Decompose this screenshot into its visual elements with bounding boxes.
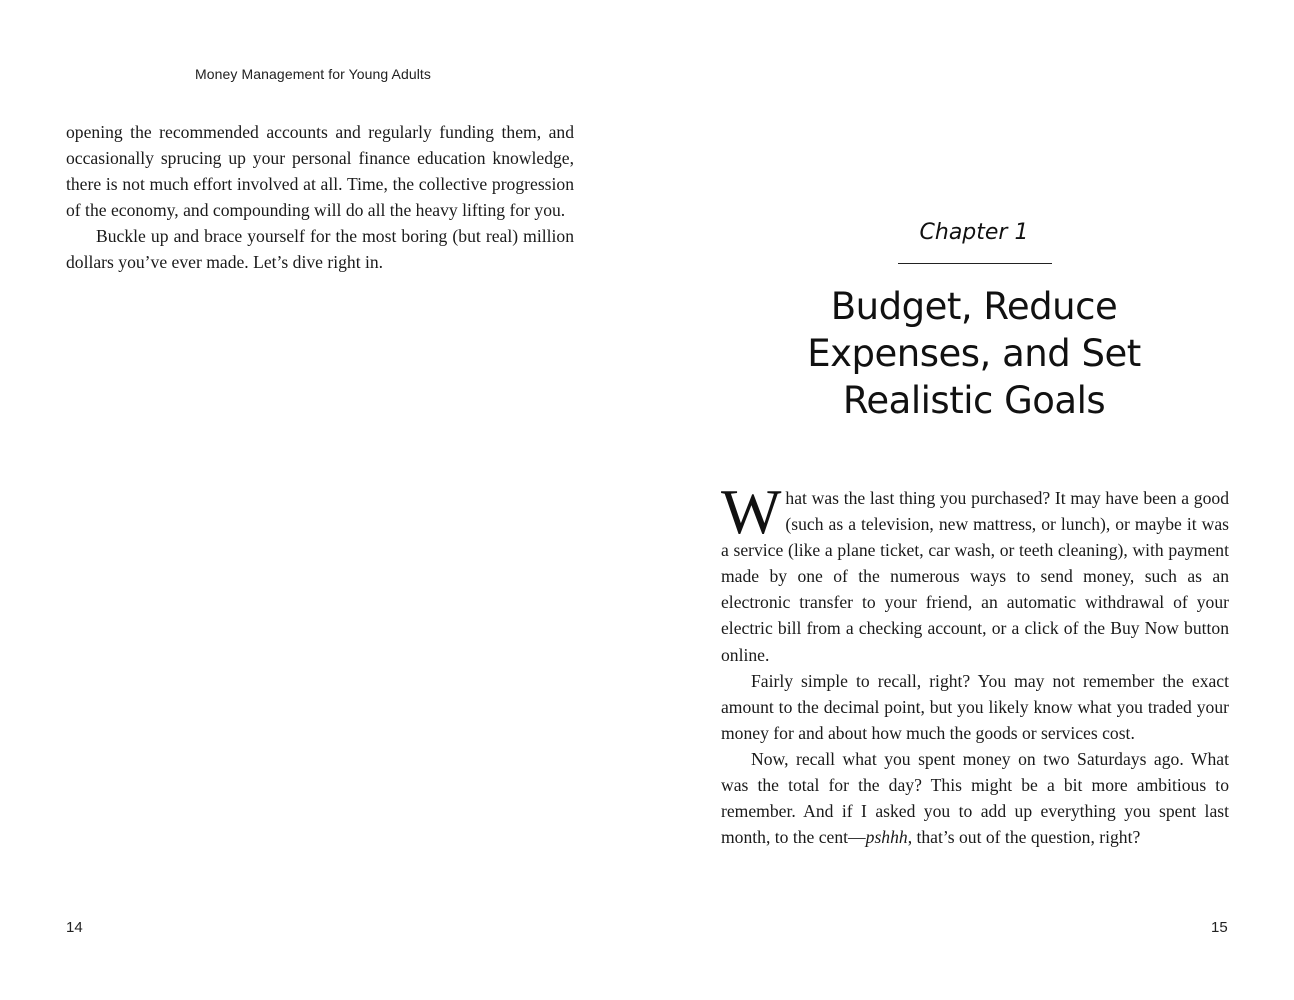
paragraph: opening the recommended accounts and regularly funding them, and occasionally sprucing up your personal finance education knowledge, there is not much effort involved at all. Time, the collective progression of the economy, and compounding will do all the heavy lifting for you. — [66, 122, 574, 221]
chapter-title — [647, 283, 1294, 424]
paragraph: Buckle up and brace yourself for the most boring (but real) million dollars you’ve ever made. Let’s dive right in. — [66, 226, 574, 273]
page-number: 15 — [1211, 919, 1228, 936]
chapter-title-line: Realistic Goals — [842, 379, 1106, 422]
page-number: 14 — [66, 919, 83, 936]
right-body-text — [721, 476, 1229, 850]
left-body-text — [66, 119, 574, 276]
opening-paragraph — [721, 476, 1229, 668]
chapter-title-line: Expenses, and Set — [807, 332, 1141, 375]
paragraph: Fairly simple to recall, right? You may not remember the exact amount to the decimal point, but you likely know what you traded your money for and about how much the goods or services cost. — [721, 670, 1229, 743]
paragraph-text: Now, recall what you spent money on two Saturdays ago. What was the total for the day? This might be a bit more ambitious to remember. And if I asked you to add up everything you spent last month, to the cent— — [721, 748, 1229, 848]
running-header: Money Management for Young Adults — [195, 66, 432, 82]
emphasis-text: pshhh — [865, 827, 908, 848]
paragraph — [721, 746, 1229, 850]
chapter-label: Chapter 1 — [919, 220, 1029, 245]
right-page — [647, 0, 1294, 1000]
paragraph-text: , that’s out of the question, right? — [907, 827, 1141, 848]
paragraph-text: hat was the last thing you purchased? It may have been a good (such as a television, new mattress, or lunch), or maybe it was a service (like a plane ticket, car wash, or teeth cleaning), with payment made by one of the numerous ways to send money, such as an electronic transfer to your friend, an automatic withdrawal of your electric bill from a checking account, or a click of the Buy Now button online. — [721, 488, 1229, 665]
chapter-divider — [898, 263, 1052, 264]
chapter-title-line: Budget, Reduce — [830, 285, 1118, 328]
drop-cap: W — [721, 476, 782, 547]
